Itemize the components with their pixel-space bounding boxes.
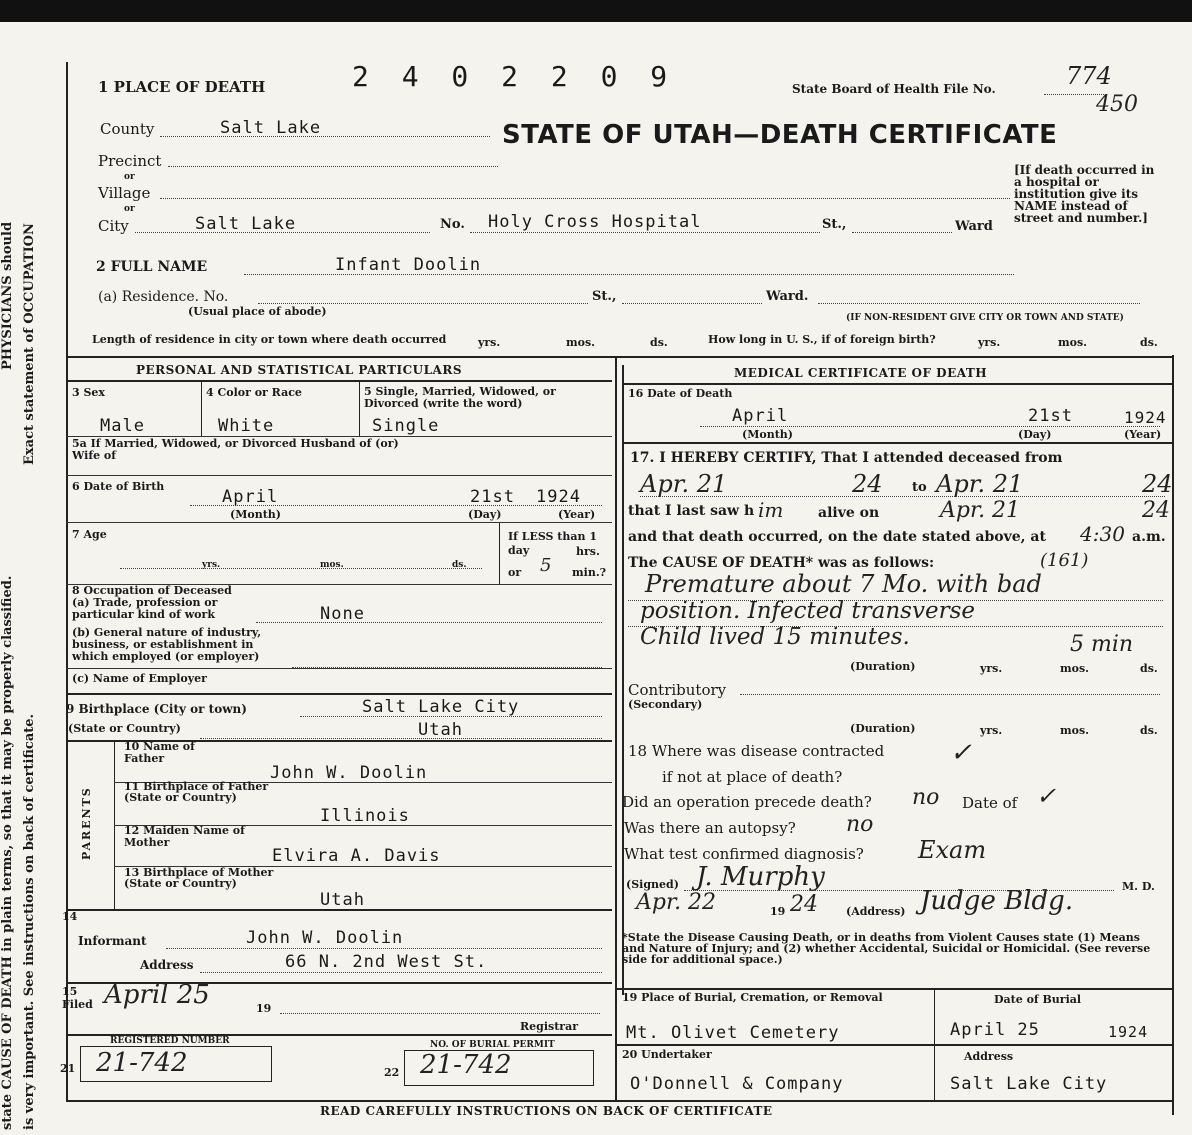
sign-date: Apr. 22 bbox=[636, 890, 717, 915]
cause-label: The CAUSE OF DEATH* was as follows: bbox=[628, 555, 935, 571]
cause-line-3: Child lived 15 minutes. bbox=[640, 624, 910, 650]
precinct-label: Precinct bbox=[98, 152, 162, 170]
him-value: im bbox=[758, 498, 784, 522]
min-label: min.? bbox=[572, 566, 607, 579]
foreign-mos: mos. bbox=[1058, 336, 1087, 349]
father-birthplace-label: 11 Birthplace of Father (State or Country) bbox=[124, 780, 269, 804]
dob-day: 21st bbox=[470, 487, 515, 507]
cause-line-2: position. Infected transverse bbox=[640, 598, 975, 624]
employer-label: (c) Name of Employer bbox=[72, 672, 207, 685]
min-value: 5 bbox=[540, 555, 552, 576]
dob-month-cap: (Month) bbox=[230, 508, 281, 521]
or-min-label: or bbox=[508, 566, 522, 579]
sign-address-value: Judge Bldg. bbox=[920, 886, 1074, 916]
mother-name-label: 12 Maiden Name of Mother bbox=[124, 824, 245, 849]
test-value: Exam bbox=[918, 836, 987, 864]
operation-label: Did an operation precede death? bbox=[622, 793, 872, 811]
county-value: Salt Lake bbox=[220, 118, 322, 138]
alive-on-label: alive on bbox=[818, 505, 880, 521]
contrib-duration-mos: mos. bbox=[1060, 724, 1089, 737]
st-label: St., bbox=[822, 217, 847, 232]
cause-duration-yrs: yrs. bbox=[980, 662, 1003, 675]
cause-line-1: Premature about 7 Mo. with bad bbox=[645, 570, 1042, 598]
hospital-value: Holy Cross Hospital bbox=[488, 212, 702, 232]
no-label: No. bbox=[440, 217, 465, 232]
date-of-label: Date of bbox=[962, 794, 1018, 812]
side-instructions bbox=[0, 70, 58, 1130]
burial-permit-label: NO. OF BURIAL PERMIT bbox=[430, 1040, 555, 1050]
undertaker-label: 20 Undertaker bbox=[622, 1048, 712, 1061]
burial-place-label: 19 Place of Burial, Cremation, or Removal bbox=[622, 991, 883, 1004]
residence-label: (a) Residence. No. bbox=[98, 289, 229, 305]
occurred-text: and that death occurred, on the date stated above, at bbox=[628, 529, 1046, 545]
autopsy-value: no bbox=[846, 812, 874, 837]
medical-header: MEDICAL CERTIFICATE OF DEATH bbox=[734, 366, 988, 380]
color-label: 4 Color or Race bbox=[206, 386, 302, 399]
occupation-label: 8 Occupation of Deceased bbox=[72, 584, 232, 597]
dod-year: 1924 bbox=[1124, 408, 1167, 427]
time-value: 4:30 bbox=[1080, 522, 1125, 546]
length-ds: ds. bbox=[650, 336, 668, 349]
birthplace-state-label: (State or Country) bbox=[68, 722, 181, 735]
right-frame bbox=[1172, 355, 1174, 1115]
burial-date-label: Date of Burial bbox=[994, 993, 1082, 1006]
father-birthplace-value: Illinois bbox=[320, 806, 410, 826]
length-residence-label: Length of residence in city or town where death occurred bbox=[92, 333, 447, 346]
contributory-label: Contributory bbox=[628, 681, 727, 699]
contrib-duration-yrs: yrs. bbox=[980, 724, 1003, 737]
dob-year: 1924 bbox=[536, 487, 581, 507]
place-of-death-label: 1 PLACE OF DEATH bbox=[98, 78, 266, 96]
parents-label: PARENTS bbox=[80, 786, 93, 860]
cause-duration-label: (Duration) bbox=[850, 660, 916, 673]
marital-label: 5 Single, Married, Widowed, or Divorced (write the word) bbox=[364, 385, 556, 410]
full-name-value: Infant Doolin bbox=[335, 255, 482, 275]
foreign-birth-label: How long in U. S., if of foreign birth? bbox=[708, 333, 936, 346]
or-label-1: or bbox=[124, 172, 135, 182]
operation-value: no bbox=[912, 785, 940, 810]
hrs-label: hrs. bbox=[576, 545, 600, 558]
file-no-value: 774 bbox=[1066, 62, 1112, 90]
non-resident-note: (IF NON-RESIDENT GIVE CITY OR TOWN AND STATE) bbox=[846, 313, 1124, 323]
filed-num: 15 bbox=[62, 985, 78, 998]
side-note-2: is very important. See instructions on back of certificate. bbox=[22, 713, 37, 1130]
test-label: What test confirmed diagnosis? bbox=[624, 845, 864, 863]
cause-code: (161) bbox=[1040, 550, 1089, 571]
less-than-label: If LESS than 1 day bbox=[508, 530, 597, 557]
ward-label: Ward bbox=[955, 219, 993, 234]
reg-number-value: 21-742 bbox=[96, 1048, 188, 1078]
village-label: Village bbox=[98, 184, 151, 202]
filed-value: April 25 bbox=[104, 980, 210, 1010]
undertaker-address-label: Address bbox=[964, 1050, 1014, 1063]
birthplace-city: Salt Lake City bbox=[362, 697, 520, 717]
to-label: to bbox=[912, 480, 927, 495]
burial-date-value: April 25 bbox=[950, 1020, 1040, 1040]
residence-st-label: St., bbox=[592, 289, 617, 304]
burial-year: 1924 bbox=[1108, 1023, 1149, 1041]
filed-year: 19 bbox=[256, 1002, 272, 1015]
sign-year-prefix: 19 bbox=[770, 905, 786, 918]
cause-duration-ds: ds. bbox=[1140, 662, 1158, 675]
father-name-value: John W. Doolin bbox=[270, 763, 428, 783]
footer-instructions: READ CAREFULLY INSTRUCTIONS ON BACK OF CERTIFICATE bbox=[320, 1104, 773, 1118]
dod-month-cap: (Month) bbox=[742, 428, 793, 441]
burial-permit-num: 22 bbox=[384, 1066, 400, 1079]
birthplace-state: Utah bbox=[418, 720, 463, 740]
violent-note: *State the Disease Causing Death, or in deaths from Violent Causes state (1) Means and Nature of Injury; and (2) whether Accidental, Suicidal or Homicidal. (See reverse side for additional space.) bbox=[622, 931, 1151, 966]
dod-day-cap: (Day) bbox=[1018, 428, 1052, 441]
registrar-label: Registrar bbox=[520, 1020, 579, 1033]
dob-year-cap: (Year) bbox=[558, 508, 596, 521]
age-ds: ds. bbox=[452, 560, 467, 570]
cause-duration-mos: mos. bbox=[1060, 662, 1089, 675]
q18-value: ✓ bbox=[950, 738, 972, 768]
dod-label: 16 Date of Death bbox=[628, 387, 733, 400]
residence-ward-label: Ward. bbox=[766, 289, 809, 304]
side-note-1: state CAUSE OF DEATH in plain terms, so that it may be properly classified. bbox=[0, 575, 15, 1130]
age-yrs: yrs. bbox=[202, 560, 221, 570]
sex-value: Male bbox=[100, 416, 145, 436]
am-label: a.m. bbox=[1132, 529, 1166, 545]
age-label: 7 Age bbox=[72, 528, 107, 541]
dod-day: 21st bbox=[1028, 406, 1073, 426]
q18-label: 18 Where was disease contracted bbox=[628, 742, 885, 760]
length-mos: mos. bbox=[566, 336, 595, 349]
full-name-label: 2 FULL NAME bbox=[96, 259, 208, 275]
birthplace-label: 9 Birthplace (City or town) bbox=[66, 702, 247, 716]
informant-address-label: Address bbox=[140, 958, 194, 972]
dob-day-cap: (Day) bbox=[468, 508, 502, 521]
mother-birthplace-label: 13 Birthplace of Mother (State or Country) bbox=[124, 866, 274, 890]
occupation-value: None bbox=[320, 604, 365, 624]
sign-address-label: (Address) bbox=[846, 905, 906, 918]
file-no-label: State Board of Health File No. bbox=[792, 82, 996, 96]
q18-b-label: if not at place of death? bbox=[662, 768, 843, 786]
alive-on-year: 24 bbox=[1142, 498, 1170, 523]
last-saw-label: that I last saw h bbox=[628, 503, 755, 519]
autopsy-label: Was there an autopsy? bbox=[624, 819, 796, 837]
occupation-a-label: (a) Trade, profession or particular kind of work bbox=[72, 596, 218, 621]
undertaker-value: O'Donnell & Company bbox=[630, 1074, 844, 1094]
or-label-2: or bbox=[124, 204, 135, 214]
mother-birthplace-value: Utah bbox=[320, 890, 365, 910]
signed-label: (Signed) bbox=[626, 878, 679, 891]
signed-value: J. Murphy bbox=[696, 862, 825, 892]
contrib-duration-label: (Duration) bbox=[850, 722, 916, 735]
scan-top-border bbox=[0, 0, 1192, 22]
county-label: County bbox=[100, 120, 155, 138]
certify-label: 17. I HEREBY CERTIFY, That I attended deceased from bbox=[630, 450, 1063, 466]
father-name-label: 10 Name of Father bbox=[124, 740, 195, 765]
color-value: White bbox=[218, 416, 275, 436]
reg-number-label: REGISTERED NUMBER bbox=[110, 1036, 230, 1046]
informant-label: Informant bbox=[78, 934, 147, 948]
foreign-yrs: yrs. bbox=[978, 336, 1001, 349]
occupation-b-label: (b) General nature of industry, business, or establishment in which employed (or employer) bbox=[72, 626, 262, 663]
sign-year: 24 bbox=[790, 892, 818, 917]
marital-value: Single bbox=[372, 416, 440, 436]
foreign-ds: ds. bbox=[1140, 336, 1158, 349]
secondary-label: (Secondary) bbox=[628, 698, 703, 711]
city-value: Salt Lake bbox=[195, 214, 297, 234]
attended-from-year: 24 bbox=[852, 470, 883, 498]
usual-place-label: (Usual place of abode) bbox=[188, 305, 327, 318]
cause-duration-value: 5 min bbox=[1070, 632, 1134, 657]
informant-value: John W. Doolin bbox=[246, 928, 404, 948]
left-frame bbox=[66, 62, 68, 1102]
alive-on-date: Apr. 21 bbox=[940, 498, 1021, 523]
file-no-value-2: 450 bbox=[1096, 92, 1138, 117]
filed-label: Filed bbox=[62, 998, 93, 1011]
attended-from-date: Apr. 21 bbox=[640, 470, 728, 498]
spouse-label: 5a If Married, Widowed, or Divorced Husband of (or) Wife of bbox=[72, 437, 399, 462]
personal-header: PERSONAL AND STATISTICAL PARTICULARS bbox=[136, 363, 463, 377]
side-note-4: PHYSICIANS should bbox=[0, 221, 15, 370]
city-label: City bbox=[98, 217, 129, 235]
undertaker-address-value: Salt Lake City bbox=[950, 1074, 1108, 1094]
attended-to-date: Apr. 21 bbox=[936, 470, 1024, 498]
attended-to-year: 24 bbox=[1142, 470, 1173, 498]
reg-number-num: 21 bbox=[60, 1062, 76, 1075]
dob-label: 6 Date of Birth bbox=[72, 480, 165, 493]
certificate-title: STATE OF UTAH—DEATH CERTIFICATE bbox=[502, 120, 1058, 150]
side-note-3: Exact statement of OCCUPATION bbox=[22, 223, 37, 465]
informant-num: 14 bbox=[62, 910, 78, 923]
dod-year-cap: (Year) bbox=[1124, 428, 1162, 441]
mother-name-value: Elvira A. Davis bbox=[272, 846, 441, 866]
registration-number-top: 2 4 0 2 2 0 9 bbox=[352, 60, 676, 93]
age-mos: mos. bbox=[320, 560, 344, 570]
hospital-note: [If death occurred in a hospital or institution give its NAME instead of street and number.] bbox=[1014, 163, 1155, 225]
burial-permit-value: 21-742 bbox=[420, 1050, 512, 1080]
length-yrs: yrs. bbox=[478, 336, 501, 349]
date-of-value: ✓ bbox=[1036, 782, 1057, 810]
dod-month: April bbox=[732, 406, 789, 426]
dob-month: April bbox=[222, 487, 279, 507]
contrib-duration-ds: ds. bbox=[1140, 724, 1158, 737]
sex-label: 3 Sex bbox=[72, 386, 105, 399]
informant-address-value: 66 N. 2nd West St. bbox=[285, 952, 488, 972]
md-label: M. D. bbox=[1122, 880, 1155, 893]
burial-place-value: Mt. Olivet Cemetery bbox=[626, 1023, 840, 1043]
